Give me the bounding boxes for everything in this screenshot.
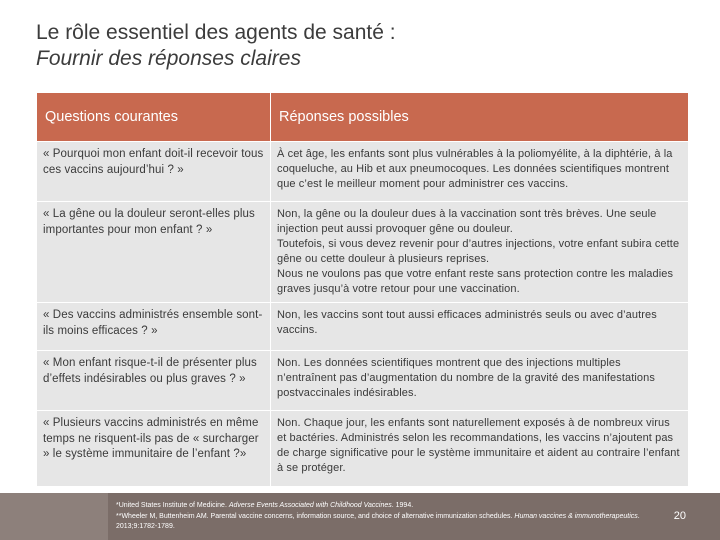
table-row	[37, 303, 689, 351]
table-row	[37, 351, 689, 411]
table-row	[37, 202, 689, 303]
table-header-row	[37, 93, 689, 142]
footnotes	[116, 501, 656, 533]
table-row	[37, 142, 689, 202]
answer-line: Toutefois, si vous devez revenir pour d’autres injections, votre enfant subira cette gêne ou cette douleur à plusieurs reprises.	[277, 238, 680, 265]
footnote-text: . 1994.	[391, 502, 414, 509]
answer-cell: Non, les vaccins sont tout aussi efficaces administrés seuls ou avec d’autres vaccins.	[271, 303, 689, 351]
question-cell: « La gêne ou la douleur seront-elles plus importantes pour mon enfant ? »	[37, 202, 271, 303]
slide-title	[36, 20, 696, 72]
footnote-title: Adverse Events Associated with Childhood Vaccines	[228, 502, 392, 509]
footnote-text: . 2013;9:1782-1789.	[116, 512, 640, 530]
answer-line: Non, la gêne ou la douleur dues à la vaccination sont très brèves. Une seule injection peut aussi provoquer gêne ou douleur.	[277, 208, 657, 235]
question-cell: « Pourquoi mon enfant doit-il recevoir tous ces vaccins aujourd’hui ? »	[37, 142, 271, 202]
question-cell: « Mon enfant risque-t-il de présenter plus d’effets indésirables ou plus graves ? »	[37, 351, 271, 411]
title-subtitle: Fournir des réponses claires	[36, 47, 301, 70]
answer-cell: Non. Chaque jour, les enfants sont naturellement exposés à de nombreux virus et bactéries. Administrés selon les recommandations, les vaccins n’ajoutent pas de charge significative pour le système immunitaire et aident au contraire l’enfant à se protéger.	[271, 411, 689, 487]
header-answers: Réponses possibles	[271, 93, 689, 142]
answer-cell	[271, 202, 689, 303]
footer-bar	[0, 493, 720, 540]
footnote-text: *United States Institute of Medicine.	[116, 502, 229, 509]
qa-table	[36, 92, 689, 487]
answer-cell: Non. Les données scientifiques montrent que des injections multiples n’entraînent pas d’augmentation du nombre de la gravité des manifestations postvaccinales indésirables.	[271, 351, 689, 411]
page-number: 20	[673, 510, 686, 522]
answer-line: Nous ne voulons pas que votre enfant reste sans protection contre les maladies graves jusqu’à votre retour pour une vaccination.	[277, 268, 674, 295]
question-cell: « Des vaccins administrés ensemble sont-ils moins efficaces ? »	[37, 303, 271, 351]
question-cell: « Plusieurs vaccins administrés en même temps ne risquent-ils pas de « surcharger » le système immunitaire de l’enfant ?»	[37, 411, 271, 487]
footnote-2	[116, 512, 656, 533]
footnote-title: Human vaccines & immunotherapeutics	[514, 512, 638, 520]
header-questions: Questions courantes	[37, 93, 271, 142]
table-row	[37, 411, 689, 487]
footnote-1	[116, 501, 656, 512]
title-main: Le rôle essentiel des agents de santé :	[36, 21, 396, 44]
answer-cell: À cet âge, les enfants sont plus vulnérables à la poliomyélite, à la diphtérie, à la coqueluche, au Hib et aux pneumocoques. Les données scientifiques montrent que c’est le meilleur moment pour administrer ces vaccins.	[271, 142, 689, 202]
footnote-text: **Wheeler M, Buttenheim AM. Parental vaccine concerns, information source, and choice of alternative immunization schedules.	[116, 512, 515, 520]
footer-accent	[0, 493, 108, 540]
